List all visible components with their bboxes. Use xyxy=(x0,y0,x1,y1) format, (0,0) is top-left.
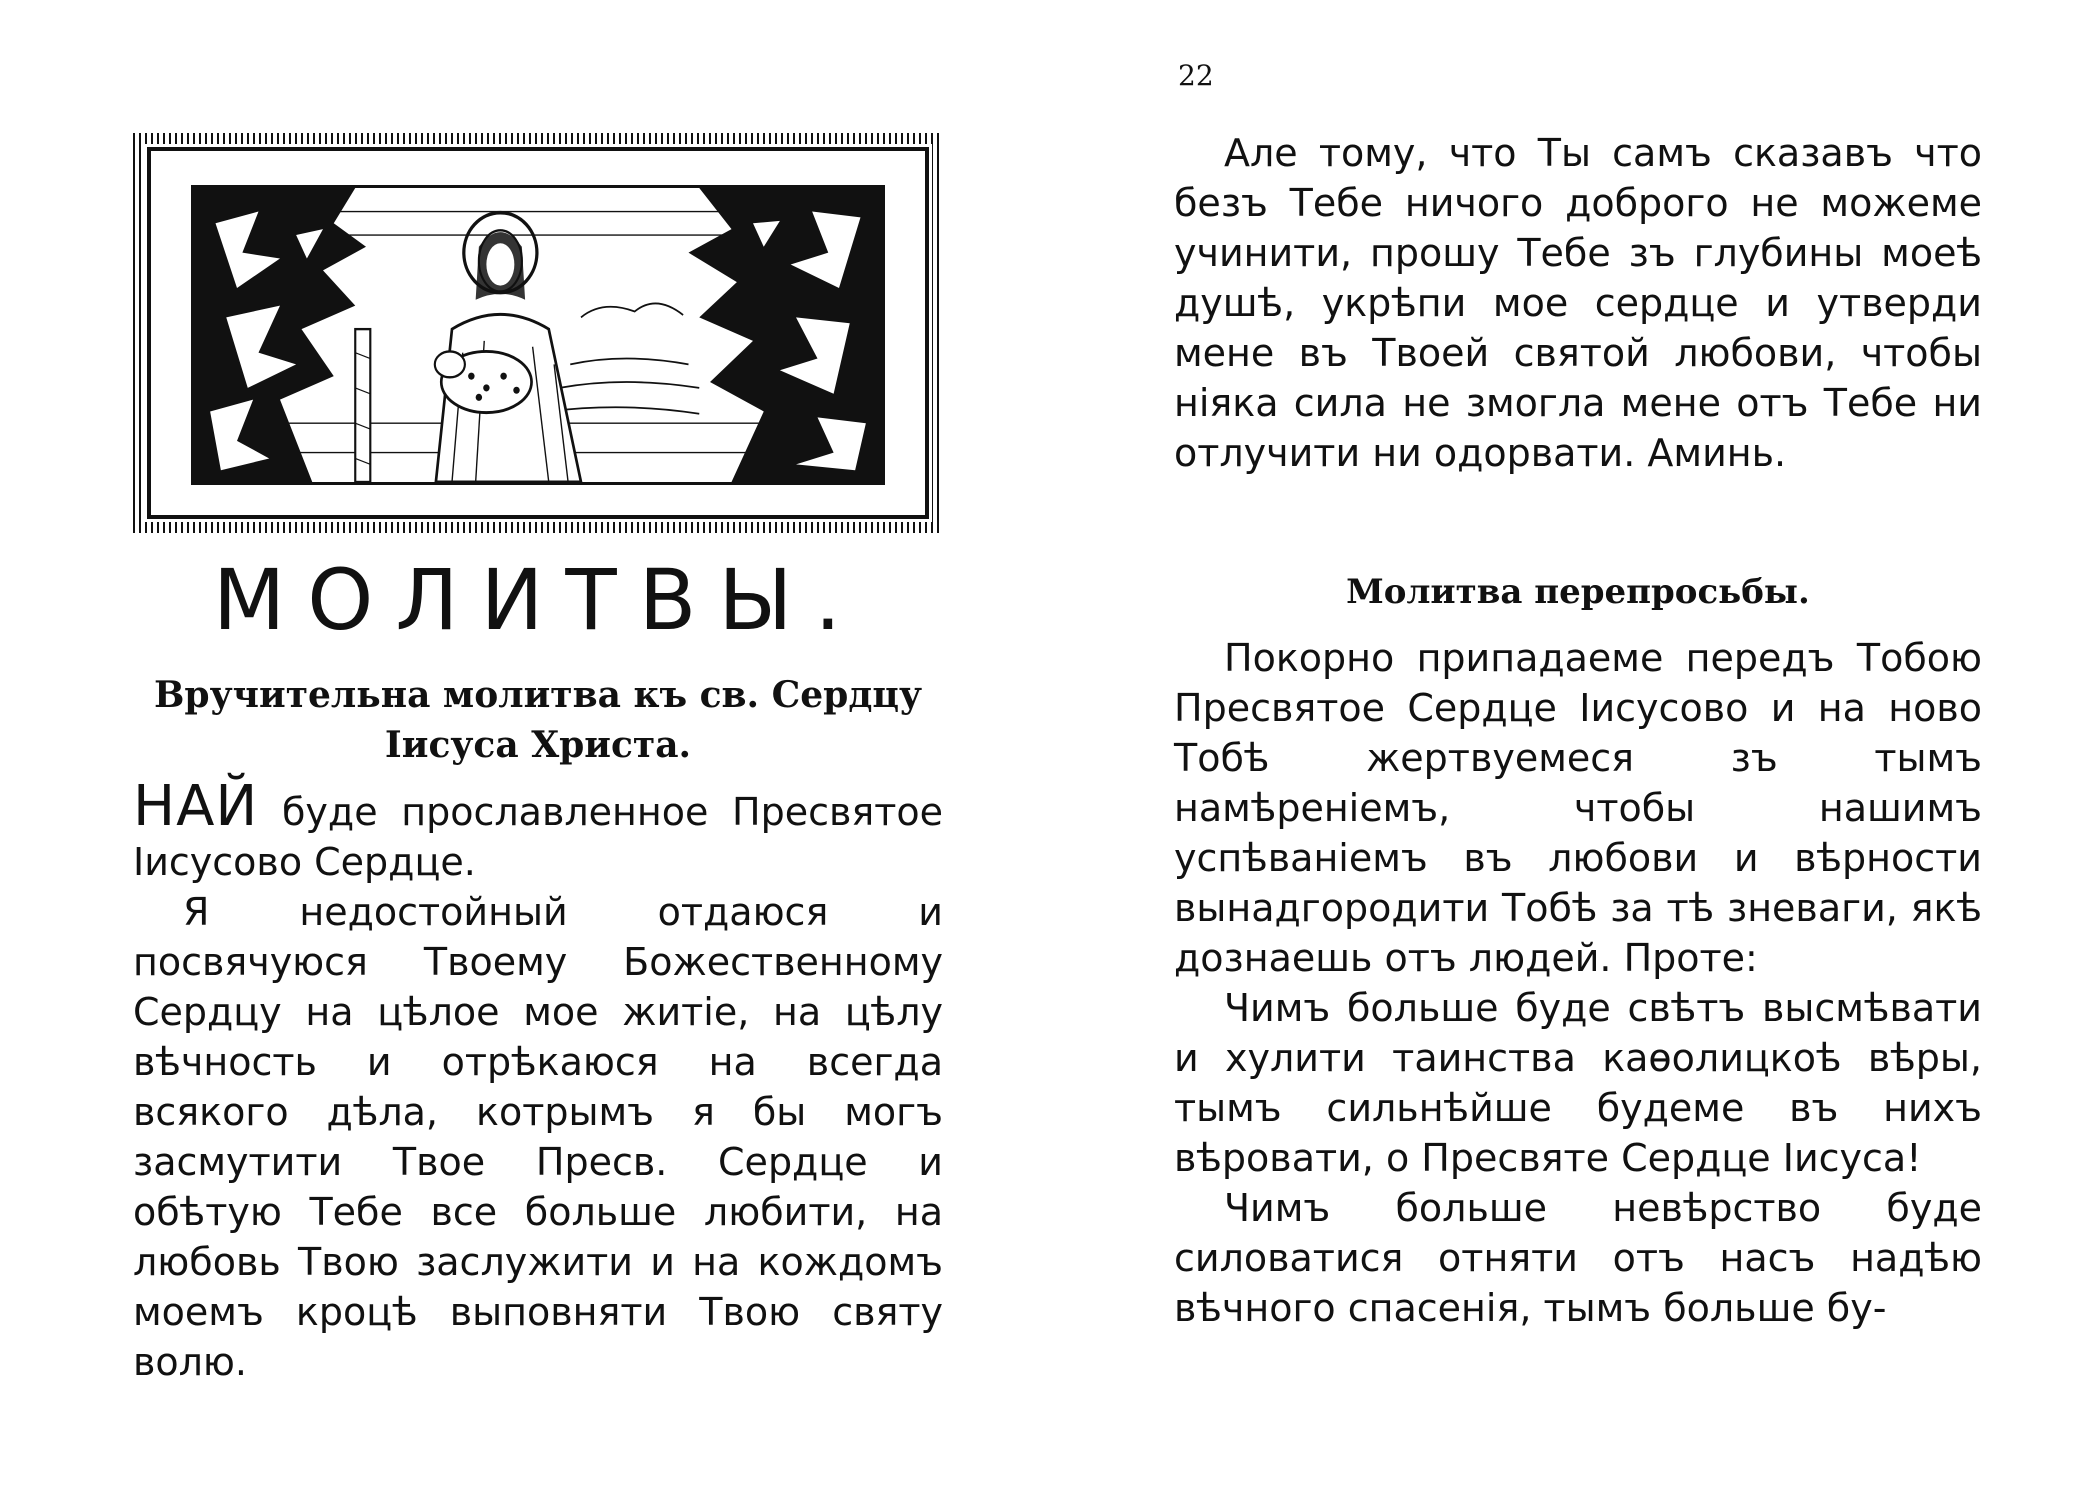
page-number: 22 xyxy=(1178,59,1214,92)
illustration-border xyxy=(133,133,943,533)
prayer-paragraph xyxy=(133,774,943,887)
dropcap: НАЙ xyxy=(133,774,259,839)
prayer-title: Молитва перепросьбы. xyxy=(1346,572,1810,612)
prayer-paragraph: Покорно припадаеме передъ Тобою Пресвятое Сердце Іисусово и на ново Тобѣ жертвуемеся зъ тымъ намѣреніемъ, чтобы нашимъ успѣваніемъ въ любови и вѣрности вынадгородити Тобѣ за тѣ зневаги, якѣ дознаешь отъ людей. Проте: xyxy=(1174,636,1982,980)
prayer-text xyxy=(1174,633,1982,1333)
section-heading: МОЛИТВЫ. xyxy=(212,551,864,649)
prayer-text-continued xyxy=(1174,128,1982,478)
prayer-title: Вручительна молитва къ св. Сердцу Іисуса Христа. xyxy=(154,674,922,766)
prayer-paragraph: Я недостойный отдаюся и посвячуюся Твоему Божественному Сердцу на цѣлое мое житіе, на цѣлу вѣчность и отрѣкаюся на всегда всякого дѣла, котрымъ я бы могъ засмутити Твое Пресв. Сердце и обѣтую Тебе все больше любити, на любовь Твою заслужити и на кождомъ моемъ кроцѣ выповняти Твою святу волю. xyxy=(133,890,943,1384)
good-shepherd-engraving xyxy=(191,185,885,485)
paragraph-text: буде прославленное Пресвятое Іисусово Сердце. xyxy=(133,790,943,884)
engraving-image xyxy=(194,188,882,482)
prayer-paragraph: Чимъ больше буде свѣтъ высмѣвати и хулити таинства каѳолицкоѣ вѣры, тымъ сильнѣйше будеме въ нихъ вѣровати, о Пресвяте Сердце Іисуса! xyxy=(1174,986,1982,1180)
illustration-inner-frame xyxy=(147,147,929,519)
prayer-text xyxy=(133,774,943,1387)
prayer-paragraph: Чимъ больше невѣрство буде силоватися отняти отъ насъ надѣю вѣчного спасенія, тымъ больше бу- xyxy=(1174,1186,1982,1330)
prayer-paragraph: Але тому, что Ты самъ сказавъ что безъ Тебе ничого доброго не можеме учинити, прошу Тебе зъ глубины моеѣ душѣ, укрѣпи мое сердце и утверди мене въ Твоей святой любови, чтобы ніяка сила не змогла мене отъ Тебе ни отлучити ни одорвати. Аминь. xyxy=(1174,131,1982,475)
